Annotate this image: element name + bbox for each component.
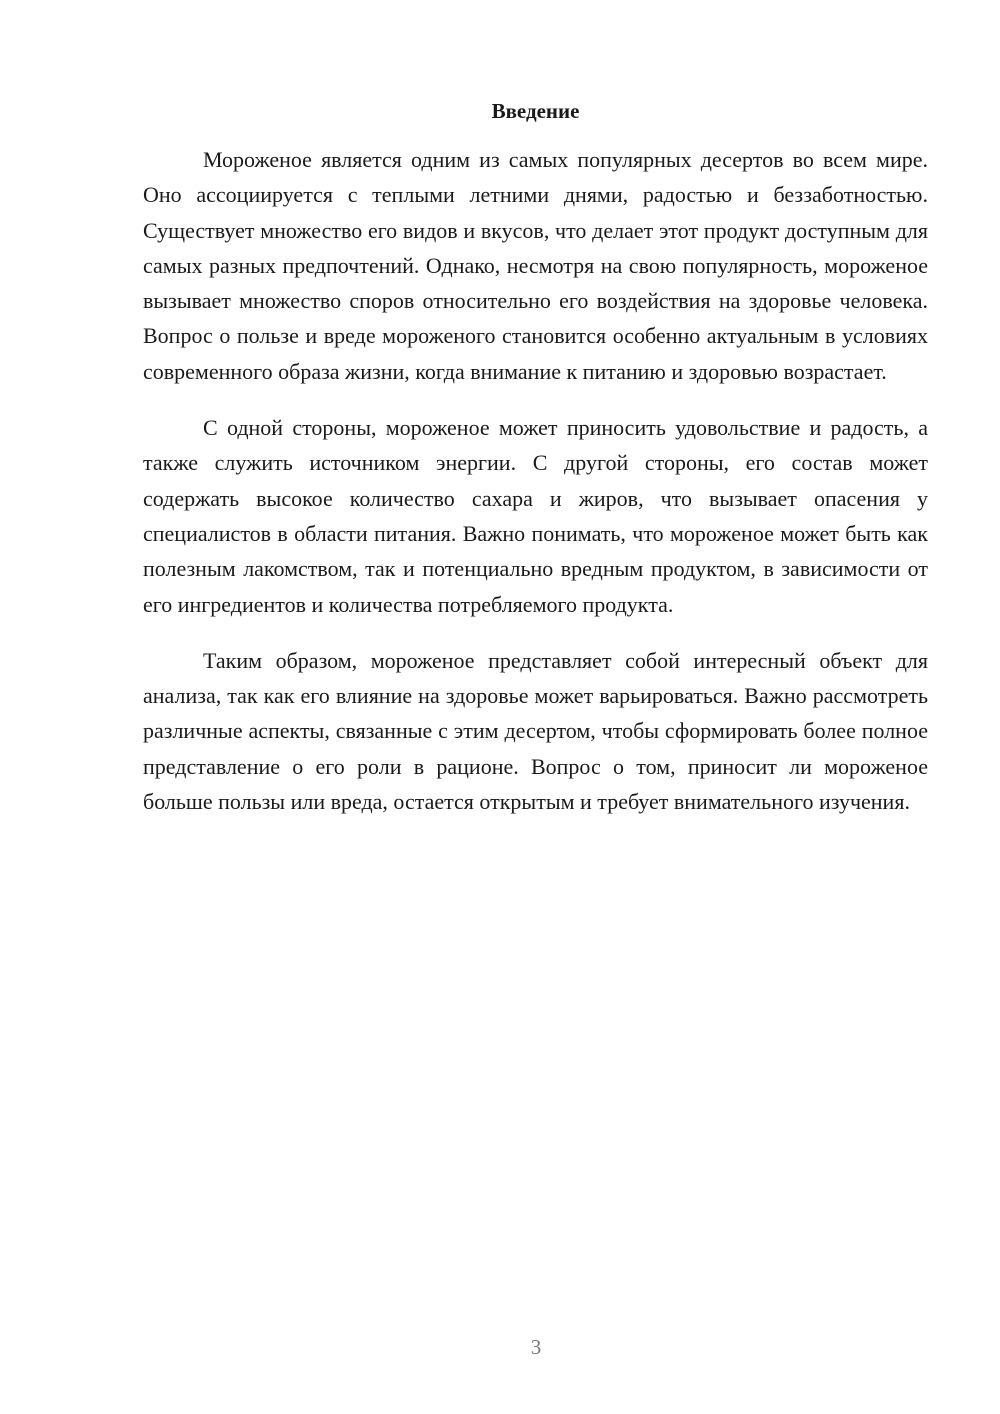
section-title: Введение <box>491 99 580 123</box>
paragraph-3: Таким образом, мороженое представляет собой интересный объект для анализа, так как его влияние на здоровье может варьироваться. Важно рассмотреть различные аспекты, связанные с этим десертом, чтобы сформировать более полное представление о его роли в рационе. Вопрос о том, приносит ли мороженое больше пользы или вреда, остается открытым и требует внимательного изучения. <box>143 647 928 815</box>
page-number: 3 <box>530 1335 542 1359</box>
body-text <box>143 142 928 840</box>
paragraph-2: С одной стороны, мороженое может приносить удовольствие и радость, а также служить источником энергии. С другой стороны, его состав может содержать высокое количество сахара и жиров, что вызывает опасения у специалистов в области питания. Важно понимать, что мороженое может быть как полезным лакомством, так и потенциально вредным продуктом, в зависимости от его ингредиентов и количества потребляемого продукта. <box>143 415 928 617</box>
paragraph-1: Мороженое является одним из самых популярных десертов во всем мире. Оно ассоциируется с теплыми летними днями, радостью и беззаботностью. Существует множество его видов и вкусов, что делает этот продукт доступным для самых разных предпочтений. Однако, несмотря на свою популярность, мороженое вызывает множество споров относительно его воздействия на здоровье человека. Вопрос о пользе и вреде мороженого становится особенно актуальным в условиях современного образа жизни, когда внимание к питанию и здоровью возрастает. <box>143 147 928 384</box>
